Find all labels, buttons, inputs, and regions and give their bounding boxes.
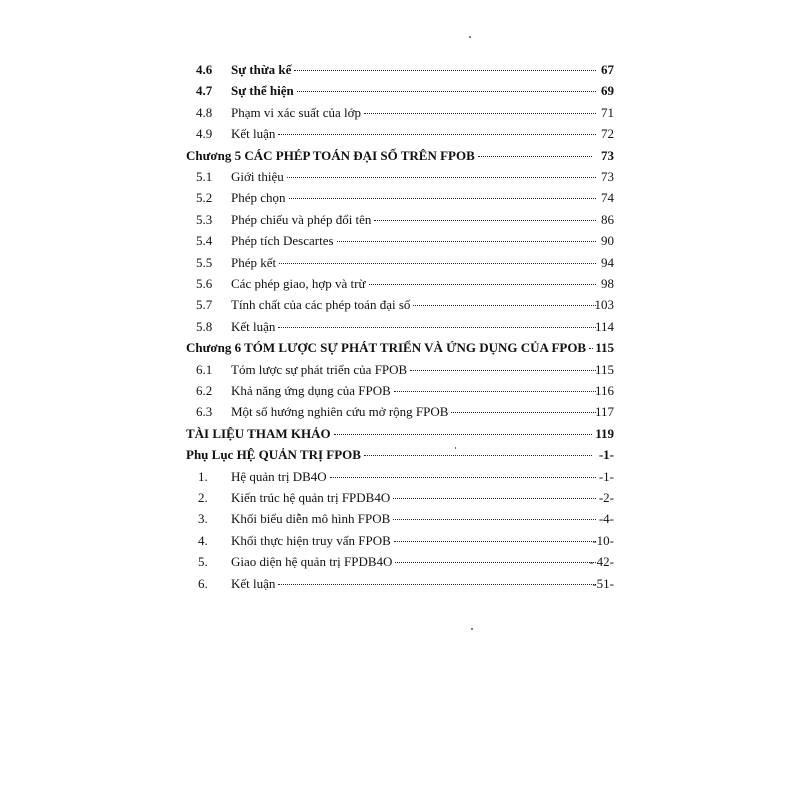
toc-entry: [186, 231, 626, 251]
toc-entry-title: Kết luận: [231, 574, 276, 594]
toc-entry-title: TÀI LIỆU THAM KHẢO: [186, 424, 332, 444]
toc-entry: [186, 531, 626, 551]
toc-chapter-entry: [186, 424, 626, 444]
toc-entry-number: 5.: [198, 554, 208, 570]
toc-entry-number: 5.6: [196, 276, 213, 291]
toc-entry-title-line: [231, 360, 598, 380]
dot-leader: [395, 562, 596, 563]
toc-entry-page-number: 73: [601, 147, 614, 163]
toc-entry: [186, 509, 626, 529]
toc-entry-number: 4.8: [196, 104, 213, 120]
toc-entry-title: Khối thực hiện truy vấn FPOB: [231, 531, 392, 551]
toc-entry: [186, 274, 626, 294]
toc-entry-title: Chương 5 CÁC PHÉP TOÁN ĐẠI SỐ TRÊN FPOB: [186, 146, 476, 166]
toc-entry-number: 3.: [198, 511, 208, 527]
toc-entry-number: 4.: [198, 532, 208, 548]
toc-entry-number: 6.1: [196, 361, 213, 377]
dot-leader: [394, 391, 596, 392]
toc-entry-page-number: -1-: [598, 468, 614, 484]
toc-entry-page-number: -4-: [598, 511, 614, 527]
dot-leader: [451, 412, 596, 413]
toc-entry-title-line: [231, 467, 598, 487]
toc-entry-number: 5.1: [196, 169, 213, 184]
toc-entry-page-number: 98: [601, 276, 614, 291]
toc-entry-page-number: 119: [595, 425, 614, 441]
dot-leader: [278, 327, 596, 328]
toc-entry-number: 4.6: [196, 62, 213, 77]
toc-entry-page-number: 117: [594, 404, 614, 420]
toc-entry-title: Kiến trúc hệ quản trị FPDB4O: [231, 488, 391, 508]
dot-leader: [413, 305, 596, 306]
toc-entry: [186, 317, 626, 337]
toc-entry: [186, 467, 626, 487]
toc-entry-page-number: 71: [601, 104, 614, 120]
toc-entry-number: 6.3: [196, 404, 213, 420]
dot-leader: [287, 177, 596, 178]
toc-entry-title-line: [231, 552, 598, 572]
dot-leader: [294, 70, 596, 71]
toc-entry-title-line: [231, 167, 598, 187]
dot-leader: [393, 519, 596, 520]
dot-leader: [278, 134, 596, 135]
toc-entry-page-number: -10-: [592, 532, 614, 548]
toc-entry-page-number: 115: [595, 340, 614, 356]
toc-entry-number: 1.: [198, 468, 208, 484]
toc-entry-number: 5.2: [196, 190, 213, 206]
dot-leader: [478, 156, 592, 157]
toc-entry-title: Giới thiệu: [231, 167, 285, 187]
toc-entry-title-line: [186, 445, 594, 465]
toc-entry-page-number: 72: [601, 126, 614, 142]
toc-entry: [186, 381, 626, 401]
dot-leader: [394, 541, 596, 542]
toc-entry-title-line: [231, 531, 598, 551]
toc-entry-title-line: [231, 253, 598, 273]
toc-entry-title-line: [231, 402, 598, 422]
toc-entry-title-line: [231, 574, 598, 594]
toc-entry-page-number: 67: [601, 62, 614, 77]
toc-entry-title: Hệ quản trị DB4O: [231, 467, 328, 487]
toc-entry-title: Kết luận: [231, 317, 276, 337]
toc-entry-title: Chương 6 TÓM LƯỢC SỰ PHÁT TRIỂN VÀ ỨNG DỤNG CỦA FPOB: [186, 338, 587, 358]
toc-entry-title: Sự thể hiện: [231, 81, 295, 101]
toc-entry-title: Tóm lược sự phát triển của FPOB: [231, 360, 408, 380]
toc-entry-title: Phép kết: [231, 253, 277, 273]
toc-entry-title-line: [186, 146, 594, 166]
toc-entry: [186, 360, 626, 380]
toc-entry: [186, 81, 626, 101]
toc-entry-title-line: [231, 295, 598, 315]
dot-leader: [337, 241, 596, 242]
toc-entry-title-line: [231, 509, 598, 529]
dot-leader: [393, 498, 596, 499]
toc-entry: [186, 60, 626, 80]
toc-entry-number: 5.8: [196, 318, 213, 334]
toc-entry-number: 5.3: [196, 211, 213, 227]
scan-speck: [471, 628, 473, 630]
toc-entry: [186, 103, 626, 123]
toc-entry-number: 5.5: [196, 254, 213, 270]
toc-entry-title-line: [231, 103, 598, 123]
toc-entry-page-number: 94: [601, 254, 614, 270]
toc-entry: [186, 295, 626, 315]
toc-entry-page-number: 73: [601, 169, 614, 184]
toc-entry-title-line: [231, 60, 598, 80]
toc-entry: [186, 552, 626, 572]
toc-entry-title-line: [186, 338, 594, 358]
toc-entry: [186, 253, 626, 273]
toc-entry-number: 6.2: [196, 383, 213, 398]
dot-leader: [364, 113, 596, 114]
toc-entry-number: 6.: [198, 575, 208, 591]
dot-leader: [330, 477, 596, 478]
toc-entry: [186, 167, 626, 187]
dot-leader: [297, 91, 596, 92]
dot-leader: [369, 284, 597, 285]
toc-entry-title-line: [231, 188, 598, 208]
toc-entry-page-number: 115: [594, 361, 614, 377]
toc-entry: [186, 574, 626, 594]
toc-entry-title: Khối biểu diễn mô hình FPOB: [231, 509, 391, 529]
toc-entry-number: 5.7: [196, 297, 213, 313]
toc-entry-title: Phép tích Descartes: [231, 231, 335, 251]
dot-leader: [279, 263, 596, 264]
toc-entry-page-number: 69: [601, 83, 614, 99]
toc-entry-page-number: -51-: [592, 575, 614, 591]
toc-entry-title-line: [231, 210, 598, 230]
toc-entry-page-number: -1-: [598, 447, 614, 463]
toc-entry-title: Khả năng ứng dụng của FPOB: [231, 381, 392, 401]
toc-entry-title: Giao diện hệ quản trị FPDB4O: [231, 552, 393, 572]
scan-speck: [469, 36, 471, 38]
toc-entry-title: Phụ Lục HỆ QUẢN TRỊ FPOB: [186, 445, 362, 465]
toc-entry-title-line: [231, 124, 598, 144]
dot-leader: [374, 220, 596, 221]
toc-entry: [186, 402, 626, 422]
toc-entry-number: 4.7: [196, 83, 213, 99]
toc-entry-page-number: -2-: [598, 490, 614, 505]
toc-chapter-entry: [186, 445, 626, 465]
dot-leader: [589, 348, 594, 349]
toc-entry-title: Phép chọn: [231, 188, 287, 208]
toc-entry-title: Tính chất của các phép toán đại số: [231, 295, 411, 315]
toc-entry-title: Phép chiếu và phép đổi tên: [231, 210, 372, 230]
toc-entry-page-number: 90: [601, 233, 614, 249]
toc-entry-title: Sự thừa kế: [231, 60, 292, 80]
toc-entry-title: Một số hướng nghiên cứu mở rộng FPOB: [231, 402, 449, 422]
toc-entry-page-number: 86: [601, 211, 614, 227]
scan-speck: [455, 447, 456, 449]
toc-entry: [186, 124, 626, 144]
toc-entry-title-line: [231, 381, 598, 401]
dot-leader: [334, 434, 592, 435]
toc-entry: [186, 210, 626, 230]
toc-entry-page-number: - 42-: [589, 554, 614, 570]
toc-entry-page-number: 116: [594, 383, 614, 398]
toc-entry-title-line: [231, 81, 598, 101]
toc-entry-title-line: [186, 424, 594, 444]
toc-entry-title-line: [231, 317, 598, 337]
toc-entry-number: 5.4: [196, 233, 213, 249]
dot-leader: [364, 455, 592, 456]
toc-chapter-entry: [186, 146, 626, 166]
toc-entry: [186, 488, 626, 508]
toc-entry-title: Các phép giao, hợp và trừ: [231, 274, 367, 294]
dot-leader: [278, 584, 596, 585]
toc-entry: [186, 188, 626, 208]
toc-entry-title: Phạm vi xác suất của lớp: [231, 103, 362, 123]
toc-entry-page-number: 103: [594, 297, 614, 313]
toc-entry-number: 4.9: [196, 126, 213, 142]
toc-entry-page-number: 74: [601, 190, 614, 206]
dot-leader: [289, 198, 596, 199]
toc-entry-title: Kết luận: [231, 124, 276, 144]
toc-entry-title-line: [231, 488, 598, 508]
toc-entry-page-number: 114: [594, 318, 614, 334]
toc-entry-title-line: [231, 274, 598, 294]
toc-chapter-entry: [186, 338, 626, 358]
toc-entry-title-line: [231, 231, 598, 251]
dot-leader: [410, 370, 596, 371]
toc-entry-number: 2.: [198, 490, 208, 505]
